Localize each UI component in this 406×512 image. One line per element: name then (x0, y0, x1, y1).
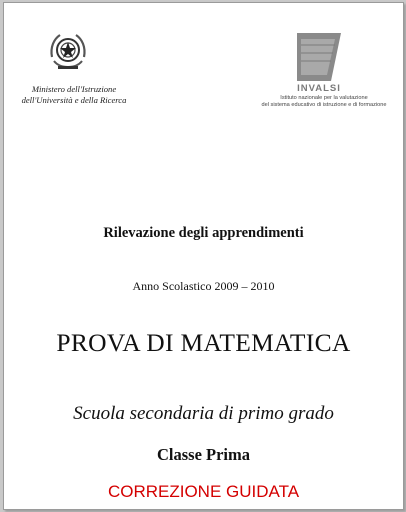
invalsi-logo-icon (291, 31, 347, 83)
school-year: Anno Scolastico 2009 – 2010 (132, 279, 275, 293)
italian-republic-emblem-icon (44, 27, 92, 75)
correction-label: CORREZIONE GUIDATA (107, 482, 300, 501)
invalsi-name: INVALSI (297, 83, 341, 94)
school-level: Scuola secondaria di primo grado (73, 403, 334, 424)
invalsi-desc-line-1: Istituto nazionale per la valutazione (280, 95, 368, 101)
document-page (3, 2, 404, 510)
invalsi-description (254, 95, 394, 110)
ministry-line-2: dell'Università e della Ricerca (21, 95, 127, 105)
ministry-name (9, 84, 139, 106)
class-label: Classe Prima (156, 445, 251, 464)
invalsi-desc-line-2: del sistema educativo di istruzione e di formazione (261, 102, 387, 109)
ministry-line-1: Ministero dell'Istruzione (31, 84, 117, 94)
test-title: PROVA DI MATEMATICA (56, 328, 351, 357)
survey-title: Rilevazione degli apprendimenti (103, 225, 304, 241)
